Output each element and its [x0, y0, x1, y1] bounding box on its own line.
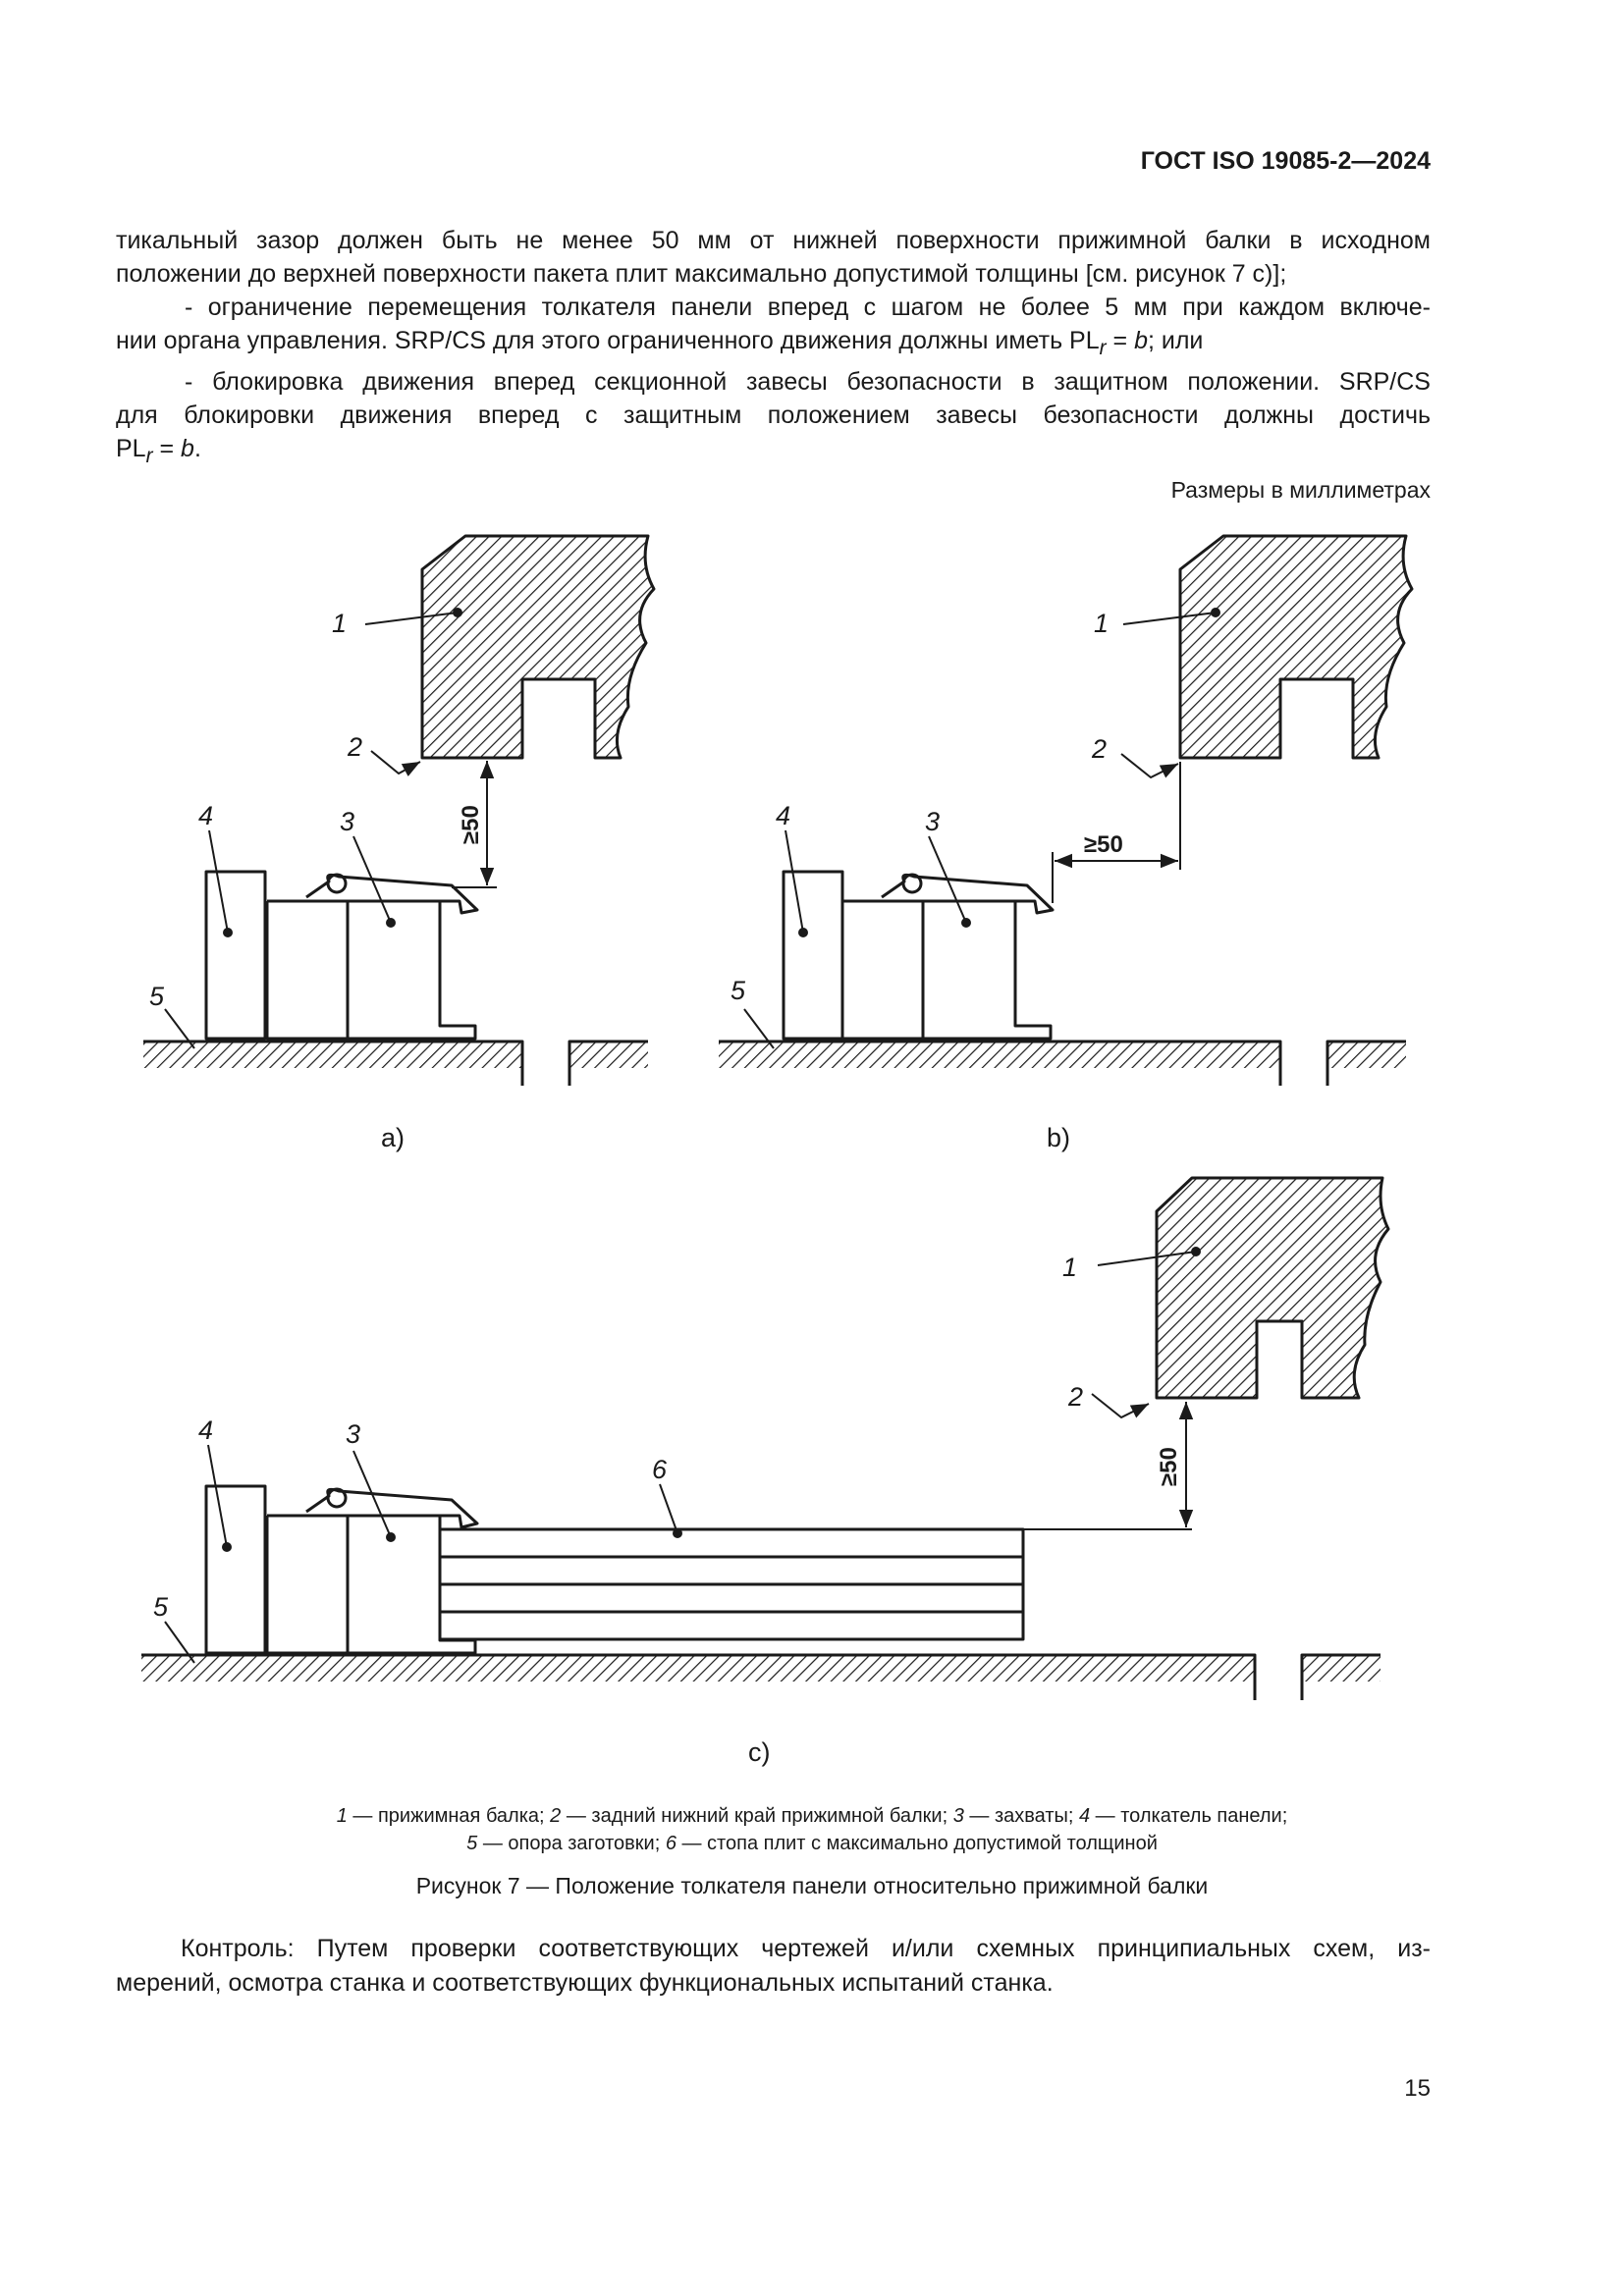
legend-line	[116, 1802, 1508, 1830]
dimensions-note: Размеры в миллиметрах	[1170, 477, 1431, 503]
leader-6	[660, 1484, 677, 1533]
label-5: 5	[153, 1592, 169, 1622]
label-3: 3	[346, 1419, 361, 1449]
pressure-beam	[422, 536, 654, 758]
label-3: 3	[340, 807, 355, 836]
label-1: 1	[1062, 1253, 1078, 1282]
label-1: 1	[1094, 609, 1110, 638]
text-part: нии органа управления. SRP/CS для этого ограниченного движения должны иметь PL	[116, 327, 1100, 354]
label-4: 4	[198, 801, 214, 830]
label-5: 5	[149, 982, 165, 1011]
text-line: тикальный зазор должен быть не менее 50 мм от нижней поверхности прижимной балки в исходном	[116, 227, 1431, 254]
italic-value: b	[181, 435, 194, 462]
leader-2	[371, 751, 420, 774]
gripper-clamp	[842, 875, 1053, 1039]
document-id: ГОСТ ISO 19085-2—2024	[1140, 147, 1431, 175]
bullet-text: - блокировка движения вперед секционной завесы безопасности в защитном положении. SRP/CS	[185, 368, 1431, 396]
dim-label: ≥50	[1156, 1447, 1182, 1486]
legend-text: — прижимная балка;	[347, 1805, 551, 1827]
panel-pusher	[206, 872, 265, 1039]
support-hatch	[719, 1041, 1406, 1068]
legend-line	[116, 1830, 1508, 1857]
italic-value: b	[1134, 327, 1148, 354]
text-part: =	[1106, 327, 1135, 354]
label-2: 2	[1068, 1382, 1084, 1412]
label-6: 6	[652, 1455, 668, 1484]
legend-num: 4	[1078, 1805, 1091, 1827]
label-5: 5	[731, 976, 746, 1005]
control-paragraph	[116, 1932, 1431, 2001]
legend-text: — задний нижний край прижимной балки;	[561, 1805, 953, 1827]
legend-num: 1	[336, 1805, 348, 1827]
legend-text: — захваты;	[963, 1805, 1079, 1827]
legend-num: 5	[466, 1833, 478, 1854]
text-line	[116, 1932, 1431, 1966]
support-hatch	[141, 1655, 1380, 1682]
label-3: 3	[925, 807, 941, 836]
board-stack	[440, 1529, 1023, 1639]
subfigure-c-label: c)	[748, 1737, 771, 1767]
subfigure-b-label: b)	[1047, 1123, 1071, 1152]
bullet-text: - ограничение перемещения толкателя панели вперед с шагом не более 5 мм при каждом включе-	[185, 294, 1431, 321]
subfigure-b	[719, 536, 1412, 1086]
pressure-beam	[1157, 1178, 1388, 1398]
legend-num: 3	[952, 1805, 964, 1827]
legend-text: — опора заготовки;	[477, 1833, 666, 1854]
text-part: =	[152, 435, 182, 462]
support-hatch	[143, 1041, 648, 1068]
leader-2	[1092, 1394, 1149, 1417]
text-line: для блокировки движения вперед с защитным положением завесы безопасности должны достичь	[116, 401, 1431, 429]
label-1: 1	[332, 609, 348, 638]
figure-caption: Рисунок 7 — Положение толкателя панели относительно прижимной балки	[415, 1873, 1209, 1898]
subfigure-a-label: а)	[381, 1123, 406, 1152]
dim-label: ≥50	[1084, 831, 1123, 858]
legend-num: 6	[665, 1833, 677, 1854]
legend-num: 2	[550, 1805, 562, 1827]
text-part: .	[193, 435, 201, 462]
legend-text: — толкатель панели;	[1090, 1805, 1288, 1827]
text-line: положении до верхней поверхности пакета плит максимально допустимой толщины [см. рисунок 7 c)];	[116, 260, 1287, 288]
label-4: 4	[776, 801, 791, 830]
gripper-clamp	[267, 875, 477, 1039]
panel-pusher	[206, 1486, 265, 1653]
subfigure-c	[141, 1178, 1388, 1700]
dim-label: ≥50	[458, 805, 484, 844]
label-2: 2	[348, 732, 363, 762]
legend-text: — стопа плит с максимально допустимой толщиной	[676, 1833, 1158, 1854]
text-part: Контроль: Путем проверки соответствующих чертежей и/или схемных принципиальных схем, из-	[181, 1935, 1431, 1962]
leader-2	[1121, 754, 1178, 777]
text-part: ; или	[1147, 327, 1204, 354]
subscript: r	[145, 445, 153, 467]
subfigure-a	[143, 536, 654, 1086]
pressure-beam	[1180, 536, 1412, 758]
label-4: 4	[198, 1415, 214, 1445]
page-number: 15	[1404, 2075, 1431, 2102]
label-2: 2	[1092, 734, 1108, 764]
figure-legend	[116, 1802, 1508, 1857]
text-line: мерений, осмотра станка и соответствующих функциональных испытаний станка.	[116, 1969, 1054, 1997]
panel-pusher	[784, 872, 842, 1039]
subscript: r	[1099, 337, 1107, 359]
text-part: PL	[116, 435, 146, 462]
